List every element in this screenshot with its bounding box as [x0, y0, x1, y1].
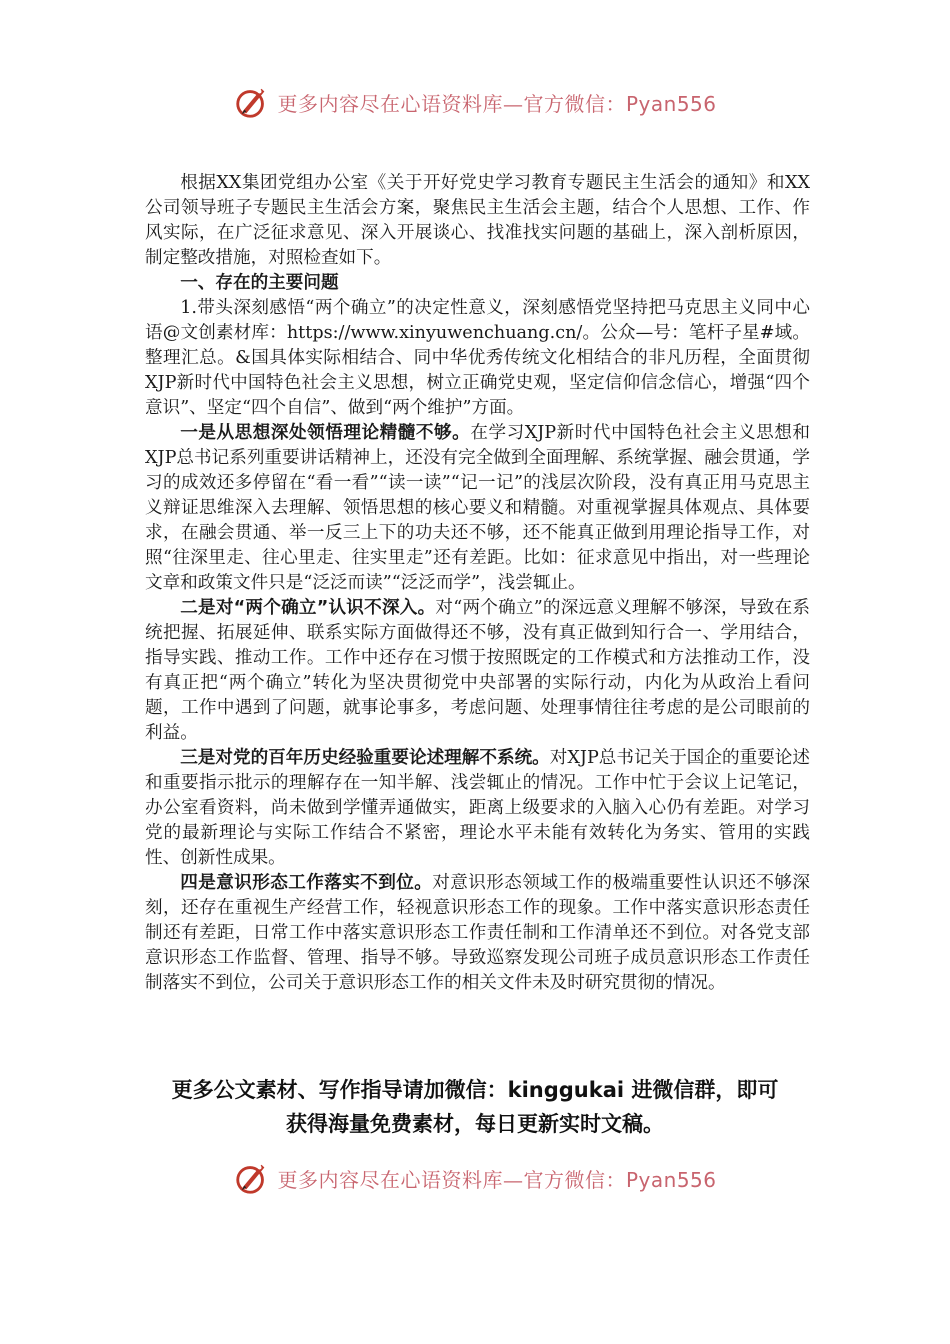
item-4-paragraph — [145, 871, 810, 996]
item-3-paragraph — [145, 746, 810, 871]
item-3-title: 三是对党的百年历史经验重要论述理解不系统。 — [180, 748, 550, 768]
quill-logo-icon — [233, 83, 271, 121]
point-1-paragraph: 1.带头深刻感悟“两个确立”的决定性意义，深刻感悟党坚持把马克思主义同中心语@文创素材库：https://www.xinyuwenchuang.cn/。公众—号：笔杆子星#域。整理汇总。&国具体实际相结合、同中华优秀传统文化相结合的非凡历程，全面贯彻XJP新时代中国特色社会主义思想，树立正确党史观，坚定信仰信念信心，增强“四个意识”、坚定“四个自信”、做到“两个维护”方面。 — [145, 298, 810, 418]
item-4-title: 四是意识形态工作落实不到位。 — [180, 873, 433, 893]
quill-logo-icon — [233, 1159, 271, 1197]
item-1-paragraph — [145, 421, 810, 596]
item-2-paragraph — [145, 596, 810, 746]
footer-note-line-2: 获得海量免费素材，每日更新实时文稿。 — [286, 1112, 664, 1136]
item-2-title: 二是对“两个确立”认识不深入。 — [180, 598, 436, 618]
intro-paragraph: 根据XX集团党组办公室《关于开好党史学习教育专题民主生活会的通知》和XX公司领导班子专题民主生活会方案，聚焦民主生活会主题，结合个人思想、工作、作风实际，在广泛征求意见、深入开展谈心、找准找实问题的基础上，深入剖析原因，制定整改措施，对照检查如下。 — [145, 173, 810, 268]
footer-banner — [0, 1156, 950, 1200]
section-heading: 一、存在的主要问题 — [180, 273, 339, 293]
document-body — [145, 171, 810, 996]
banner-wechat-id: Pyan556 — [625, 91, 717, 116]
item-4-body: 对意识形态领域工作的极端重要性认识还不够深刻，还存在重视生产经营工作，轻视意识形态工作的现象。工作中落实意识形态责任制还有差距，日常工作中落实意识形态工作责任制和工作清单还不到位。对各党支部意识形态工作监督、管理、指导不够。导致巡察发现公司班子成员意识形态工作责任制落实不到位，公司关于意识形态工作的相关文件未及时研究贯彻的情况。 — [145, 873, 810, 993]
item-2-body: 对“两个确立”的深远意义理解不够深，导致在系统把握、拓展延伸、联系实际方面做得还不够，没有真正做到知行合一、学用结合，指导实践、推动工作。工作中还存在习惯于按照既定的工作模式和方法推动工作，没有真正把“两个确立”转化为坚决贯彻党中央部署的实际行动，内化为从政治上看问题，工作中遇到了问题，就事论事多，考虑问题、处理事情往往考虑的是公司眼前的利益。 — [145, 598, 810, 743]
header-banner — [0, 80, 950, 124]
banner-wechat-id: Pyan556 — [625, 1167, 717, 1192]
item-3-body: 对XJP总书记关于国企的重要论述和重要指示批示的理解存在一知半解、浅尝辄止的情况。工作中忙于会议上记笔记，办公室看资料，尚未做到学懂弄通做实，距离上级要求的入脑入心仍有差距。对学习党的最新理论与实际工作结合不紧密，理论水平未能有效转化为务实、管用的实践性、创新性成果。 — [145, 748, 810, 868]
footer-note-line-1: 更多公文素材、写作指导请加微信：kinggukai 进微信群，即可 — [171, 1078, 779, 1102]
banner-text: 更多内容尽在心语资料库—官方微信：Pyan556 — [277, 1167, 717, 1192]
footer-note — [120, 1073, 830, 1141]
item-1-body: 在学习XJP新时代中国特色社会主义思想和XJP总书记系列重要讲话精神上，还没有完全做到全面理解、系统掌握、融会贯通，学习的成效还多停留在“看一看”“读一读”“记一记”的浅层次阶段，没有真正用马克思主义辩证思维深入去理解、领悟思想的核心要义和精髓。对重视掌握具体观点、具体要求，在融会贯通、举一反三上下的功夫还不够，还不能真正做到用理论指导工作，对照“往深里走、往心里走、往实里走”还有差距。比如：征求意见中指出，对一些理论文章和政策文件只是“泛泛而读”“泛泛而学”，浅尝辄止。 — [145, 423, 810, 593]
item-1-title: 一是从思想深处领悟理论精髓不够。 — [180, 423, 471, 443]
banner-text: 更多内容尽在心语资料库—官方微信：Pyan556 — [277, 91, 717, 116]
